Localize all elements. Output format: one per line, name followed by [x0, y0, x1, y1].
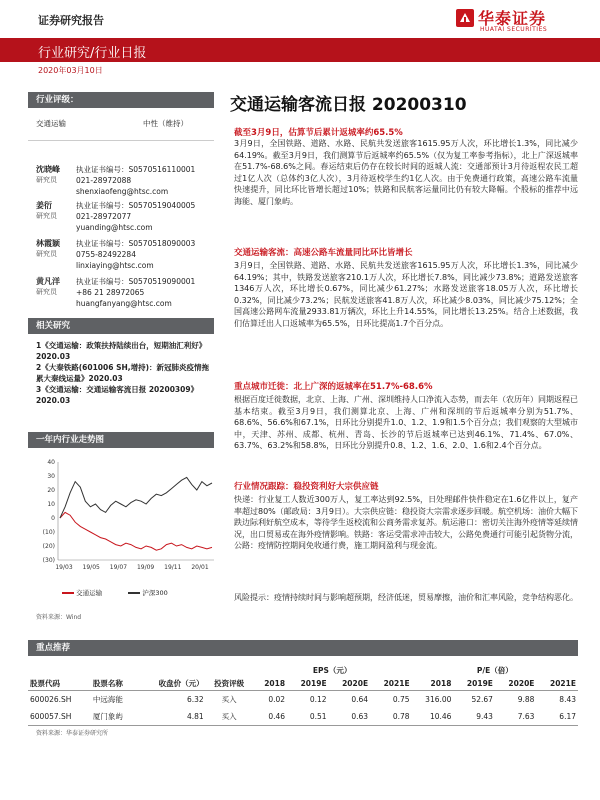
x-tick-label: 19/11 — [164, 564, 182, 571]
analyst-name: 沈晓峰 — [36, 165, 60, 174]
legend-label: 沪深300 — [142, 589, 168, 597]
y-tick-label: 0 — [51, 515, 55, 522]
section-heading: 交通运输客流：高速公路车流量同比环比皆增长 — [234, 248, 413, 258]
eps-value: 0.12 — [309, 695, 327, 704]
cert-label: 执业证书编号： — [76, 201, 129, 210]
y-tick-label: (20) — [42, 543, 55, 550]
col-header: 收盘价（元） — [158, 679, 204, 688]
industry-trend-chart — [28, 452, 218, 582]
pe-value: 8.43 — [559, 695, 576, 704]
chart-legend — [62, 588, 168, 597]
analyst-phone: +86 21 28972065 — [76, 288, 145, 297]
analyst-email[interactable]: yuanding@htsc.com — [76, 223, 153, 232]
cert-label: 执业证书编号： — [76, 239, 129, 248]
investment-rating: 买入 — [221, 712, 237, 721]
industry-name: 交通运输 — [36, 119, 66, 128]
risk-warning: 风险提示：疫情持续时间与影响超预期，经济低迷，贸易摩擦，油价和汇率风险，竞争结构恶化。 — [234, 593, 578, 602]
analyst-contact — [76, 200, 195, 233]
eps-value: 0.46 — [268, 712, 286, 721]
pe-group-header: P/E（倍） — [476, 666, 513, 675]
section-text: 3月9日，全国铁路、道路、水路、民航共发送旅客1615.95万人次，环比增长1.3%，同比减少64.19%。截至3月9日，我们测算节后返城率约65.5%（仅为复工率参考指标），北上广深返城率在51.7%-68.6%之间。春运结束后仍存在较长时间的返城人流：交通部预计3月待返程农民工超过1亿人次（总体约3亿人次），3月待返校学生约1亿人次。由于免费通行政策，高速公路车流量快速提升，同比环比皆增长超过10%；铁路和民航客运量同比仍有较大降幅。个股标的推荐中远海能、厦门象屿。 — [234, 139, 578, 206]
col-header: 2021E — [550, 679, 576, 688]
related-item[interactable]: 3《交通运输：交通运输客流日报 20200309》2020.03 — [36, 385, 199, 405]
analyst-block — [36, 200, 57, 221]
related-item[interactable]: 2《大秦铁路(601006 SH,增持)：新冠肺炎疫情拖累大秦线运量》2020.03 — [36, 363, 210, 383]
analyst-role: 研究员 — [36, 212, 57, 220]
y-tick-label: 20 — [47, 487, 55, 494]
cert-label: 执业证书编号： — [76, 277, 129, 286]
pe-value: 9.43 — [476, 712, 493, 721]
recommendation-table — [28, 664, 578, 726]
cert-number: S0570519040005 — [128, 201, 196, 210]
eps-value: 0.75 — [392, 695, 410, 704]
analyst-contact — [76, 164, 195, 197]
analyst-name: 黄凡洋 — [36, 277, 60, 286]
eps-group-header: EPS（元） — [312, 666, 352, 675]
analyst-name: 林霞颖 — [36, 239, 60, 248]
analyst-phone: 021-28972077 — [76, 212, 132, 221]
analyst-phone: 0755-82492284 — [76, 250, 136, 259]
col-header: 股票名称 — [92, 679, 123, 688]
x-tick-label: 19/03 — [55, 564, 73, 571]
section-text: 3月9日，全国铁路、道路、水路、民航共发送旅客1615.95万人次，环比增长1.3%，同比减少64.19%；其中，铁路发送旅客210.1万人次，环比增长7.8%，同比减少73.8%；道路发送旅客1346万人次，环比增长0.67%，同比减少61.27%；水路发送旅客18.05万人次，环比增长0.32%，同比减少73.2%；民航发送旅客41.8万人次，环比减少8.03%，同比减少75.12%；全国高速公路网车流量2933.81万辆次，环比上升14.55%，同比增长13.25%。结合上述数据，我们估算迁出人口返城率为65.5%，日环比提高1.7个百分点。 — [234, 261, 578, 328]
analyst-block — [36, 164, 60, 185]
report-date: 2020年03月10日 — [38, 66, 103, 75]
eps-value: 0.78 — [392, 712, 410, 721]
related-item[interactable]: 1《交通运输：政策扶持陆续出台，短期油汇利好》2020.03 — [36, 341, 207, 361]
section-heading: 重点城市迁徙：北上广深的返城率在51.7%-68.6% — [234, 382, 433, 392]
analyst-role: 研究员 — [36, 250, 57, 258]
analyst-email[interactable]: shenxiaofeng@htsc.com — [76, 187, 169, 196]
x-tick-label: 19/05 — [82, 564, 100, 571]
stock-name: 中远海能 — [92, 695, 123, 704]
logo-english: HUATAI SECURITIES — [480, 26, 548, 33]
col-header: 投资评级 — [214, 679, 245, 688]
col-header: 2019E — [466, 679, 493, 688]
cert-number: S0570518090003 — [128, 239, 196, 248]
table-row — [28, 691, 578, 709]
investment-rating: 买入 — [221, 695, 237, 704]
table-source: 资料来源：华泰证券研究所 — [36, 730, 109, 737]
report-title: 交通运输客流日报 20200310 — [230, 95, 467, 115]
huatai-logo-icon — [456, 9, 474, 27]
divider — [28, 140, 214, 141]
rating-header: 行业评级： — [28, 92, 214, 108]
y-tick-label: (10) — [42, 529, 55, 536]
table-header-row — [28, 677, 578, 691]
related-research-header: 相关研究 — [28, 318, 214, 334]
analyst-email[interactable]: linxiaying@htsc.com — [76, 261, 154, 270]
related-research-list — [36, 340, 216, 406]
col-header: 股票代码 — [30, 679, 60, 688]
eps-value: 0.63 — [351, 712, 369, 721]
report-category: 行业研究/行业日报 — [38, 46, 147, 61]
col-header: 2019E — [300, 679, 327, 688]
col-header: 2020E — [508, 679, 535, 688]
x-tick-label: 20/01 — [191, 564, 209, 571]
pe-value: 7.63 — [517, 712, 535, 721]
analyst-role: 研究员 — [36, 288, 57, 296]
cert-label: 执业证书编号： — [76, 165, 129, 174]
section-text: 根据百度迁徙数据，北京、上海、广州、深圳维持人口净流入态势，而去年（农历年）同期返程已基本结束。截至3月9日，我们测算北京、上海、广州和深圳的节后返城率分别为51.7%、68.6%、56.6%和67.1%，日环比分别提升1.0、1.2、1.9和1.5个百分点；我们观察的大型城市中，天津、苏州、成都、杭州、青岛、长沙的节后返城率已达到46.1%、71.4%、67.0%、63.7%、63.2%和58.8%，日环比分别提升0.8、1.2、1.6、2.0、1.6和2.4个百分点。 — [234, 395, 578, 450]
eps-value: 0.51 — [309, 712, 327, 721]
analyst-role: 研究员 — [36, 176, 57, 184]
pe-value: 52.67 — [471, 695, 493, 704]
legend-swatch — [62, 592, 74, 594]
col-header: 2018 — [264, 679, 286, 688]
logo-chinese: 华泰证券 — [478, 9, 547, 28]
table-header-row — [28, 664, 578, 677]
section-heading: 行业情况跟踪：稳投资利好大宗供应链 — [234, 482, 379, 492]
cert-number: S0570519090001 — [128, 277, 196, 286]
section-heading: 截至3月9日，估算节后累计返城率约65.5% — [234, 128, 403, 138]
col-header: 2020E — [342, 679, 369, 688]
table-row — [28, 708, 578, 726]
recommendation-header: 重点推荐 — [28, 640, 578, 656]
stock-code[interactable]: 600057.SH — [30, 712, 72, 721]
pe-value: 9.88 — [517, 695, 535, 704]
y-tick-label: 40 — [47, 459, 55, 466]
series-line-交通运输 — [60, 512, 212, 550]
y-tick-label: 10 — [47, 501, 55, 508]
analyst-name: 姜衍 — [36, 201, 52, 210]
y-tick-label: (30) — [42, 557, 55, 564]
eps-value: 0.64 — [351, 695, 369, 704]
cert-number: S0570516110001 — [128, 165, 196, 174]
x-tick-label: 19/07 — [109, 564, 128, 571]
eps-value: 0.02 — [268, 695, 286, 704]
analyst-phone: 021-28972088 — [76, 176, 132, 185]
report-type-label: 证券研究报告 — [38, 14, 104, 27]
industry-rating: 中性（维持） — [143, 119, 188, 128]
col-header: 2021E — [383, 679, 410, 688]
legend-swatch — [128, 592, 140, 594]
analyst-contact — [76, 238, 195, 271]
col-header: 2018 — [430, 679, 452, 688]
pe-value: 6.17 — [559, 712, 576, 721]
close-price: 6.32 — [186, 695, 204, 704]
stock-name: 厦门象屿 — [92, 712, 123, 721]
y-tick-label: 30 — [47, 473, 55, 480]
analyst-email[interactable]: huangfanyang@htsc.com — [76, 299, 172, 308]
legend-label: 交通运输 — [76, 589, 103, 597]
analyst-block — [36, 238, 60, 259]
chart-source: 资料来源：Wind — [36, 614, 82, 621]
stock-code[interactable]: 600026.SH — [30, 695, 72, 704]
x-tick-label: 19/09 — [136, 564, 155, 571]
analyst-contact — [76, 276, 195, 309]
series-line-沪深300 — [60, 477, 212, 518]
pe-value: 10.46 — [429, 712, 452, 721]
trend-chart-header: 一年内行业走势图 — [28, 432, 214, 448]
analyst-block — [36, 276, 60, 297]
pe-value: 316.00 — [425, 695, 452, 704]
section-text: 快递：行业复工人数近300万人，复工率达到92.5%，日处理邮件快件稳定在1.6亿件以上，复产率超过80%（邮政局：3月9日）。大宗供应链：稳投资大宗需求逐步回暖。航空机场：油价大幅下跌边际利好航空成本，等待学生返校流和公商务需求复苏。航运港口：密切关注海外疫情等延续情况，出口贸易或在海外疫情影响。铁路：客运受需求冲击较大，公路免费通行可能引起货物分流，公路：疫情防控期间免收通行费，施工期间盈利与现金流。 — [234, 495, 578, 550]
close-price: 4.81 — [186, 712, 204, 721]
